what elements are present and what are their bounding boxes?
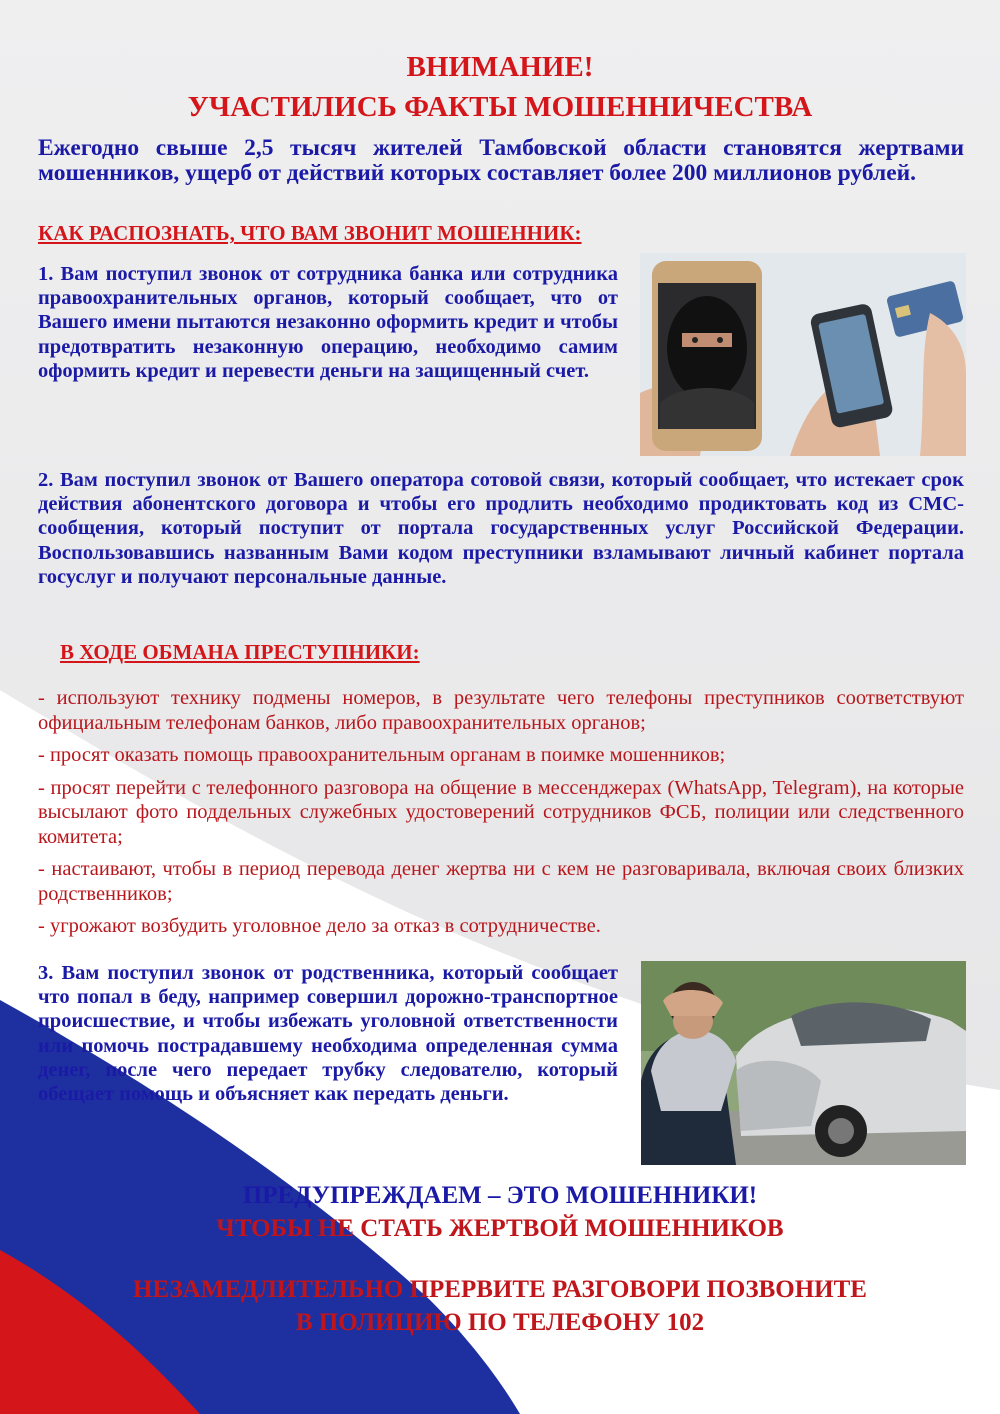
section1-heading: КАК РАСПОЗНАТЬ, ЧТО ВАМ ЗВОНИТ МОШЕННИК: bbox=[38, 221, 582, 245]
section2-heading: В ХОДЕ ОБМАНА ПРЕСТУПНИКИ: bbox=[60, 640, 420, 664]
car-accident-photo bbox=[641, 961, 966, 1165]
tactic-item: - угрожают возбудить уголовное дело за отказ в сотрудничестве. bbox=[38, 915, 601, 937]
title-line-2: УЧАСТИЛИСЬ ФАКТЫ МОШЕННИЧЕСТВА bbox=[187, 91, 813, 123]
item-2-text: 2. Вам поступил звонок от Вашего оператора сотовой связи, который сообщает, что истекает срок действия абонентского договора и чтобы его продлить необходимо продиктовать код из СМС-сообщения, который поступит от портала государственных услуг Российской Федерации. Воспользовавшись названным Вами кодом преступники взламывают личный кабинет портала госуслуг и получают персональные данные. bbox=[38, 469, 964, 588]
final-line-1: НЕЗАМЕДЛИТЕЛЬНО ПРЕРВИТЕ РАЗГОВОРИ ПОЗВОНИТЕ bbox=[133, 1276, 867, 1303]
tactic-item: - просят перейти с телефонного разговора на общение в мессенджерах (WhatsApp, Telegram), на которые высылают фото поддельных служебных удостоверений сотрудников ФСБ, полиции или следственного комитета; bbox=[38, 776, 964, 848]
phone-fraud-photo bbox=[640, 253, 966, 456]
item-1-text: 1. Вам поступил звонок от сотрудника банка или сотрудника правоохранительных органов, который сообщает, что от Вашего имени пытаются незаконно оформить кредит и чтобы предотвратить незаконную операцию, необходимо самим оформить кредит и перевести деньги на защищенный счет. bbox=[38, 263, 618, 382]
warning-line-2: ЧТОБЫ НЕ СТАТЬ ЖЕРТВОЙ МОШЕННИКОВ bbox=[216, 1215, 784, 1242]
item-3-text: 3. Вам поступил звонок от родственника, который сообщает что попал в беду, например совершил дорожно-транспортное происшествие, и чтобы избежать уголовной ответственности или помочь пострадавшему необходима определенная сумма денег, после чего передает трубку следователю, который обещает помощь и объясняет как передать деньги. bbox=[38, 962, 618, 1106]
final-line-2: В ПОЛИЦИЮ ПО ТЕЛЕФОНУ 102 bbox=[295, 1309, 705, 1336]
tactic-item: - просят оказать помощь правоохранительным органам в поимке мошенников; bbox=[38, 744, 726, 766]
tactic-item: - настаивают, чтобы в период перевода денег жертва ни с кем не разговаривала, включая своих близких родственников; bbox=[38, 858, 964, 905]
title-line-1: ВНИМАНИЕ! bbox=[406, 51, 594, 83]
intro-text: Ежегодно свыше 2,5 тысяч жителей Тамбовской области становятся жертвами мошенников, ущерб от действий которых составляет более 200 миллионов рублей. bbox=[38, 135, 964, 186]
tactics-list bbox=[38, 686, 964, 947]
warning-line-1: ПРЕДУПРЕЖДАЕМ – ЭТО МОШЕННИКИ! bbox=[242, 1182, 758, 1209]
tactic-item: - используют технику подмены номеров, в результате чего телефоны преступников соответствуют официальным телефонам банков, либо правоохранительных органов; bbox=[38, 687, 964, 734]
